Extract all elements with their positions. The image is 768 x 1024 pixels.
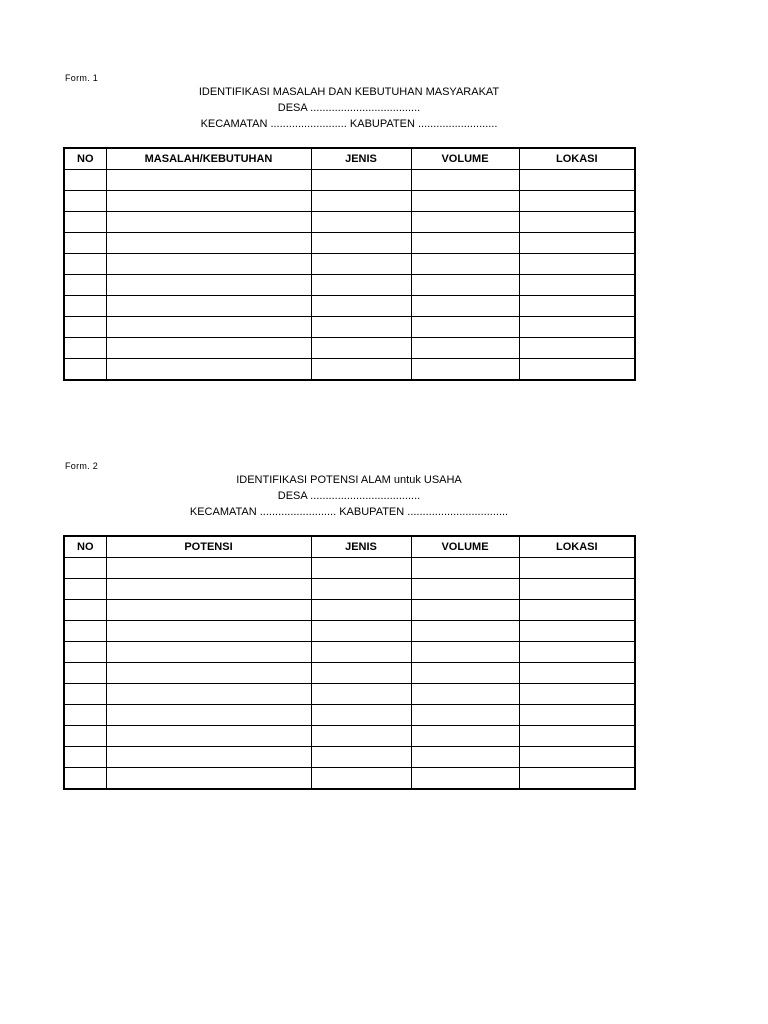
form2-cell-col1 — [106, 663, 311, 684]
table-row — [64, 254, 635, 275]
form2-cell-volume — [411, 768, 519, 790]
form2-cell-jenis — [311, 684, 411, 705]
form1-cell-col1 — [106, 296, 311, 317]
form1-cell-col1 — [106, 254, 311, 275]
form2-cell-lokasi — [519, 747, 635, 768]
form1-cell-col1 — [106, 317, 311, 338]
form1-cell-col1 — [106, 233, 311, 254]
form2-header-potensi: POTENSI — [106, 536, 311, 558]
form1-cell-lokasi — [519, 233, 635, 254]
form2-cell-no — [64, 621, 106, 642]
table-row — [64, 212, 635, 233]
form1-cell-col1 — [106, 170, 311, 191]
form1-header-lokasi: LOKASI — [519, 148, 635, 170]
form1-cell-no — [64, 233, 106, 254]
form2-cell-col1 — [106, 747, 311, 768]
form1-cell-no — [64, 317, 106, 338]
table-row — [64, 191, 635, 212]
form1-cell-lokasi — [519, 359, 635, 381]
form2-title: IDENTIFIKASI POTENSI ALAM untuk USAHA — [236, 474, 462, 486]
form1-header-jenis: JENIS — [311, 148, 411, 170]
form2-cell-lokasi — [519, 663, 635, 684]
form1-header-masalah: MASALAH/KEBUTUHAN — [106, 148, 311, 170]
form2-cell-no — [64, 768, 106, 790]
form2-header-volume: VOLUME — [411, 536, 519, 558]
form2-cell-no — [64, 600, 106, 621]
form2-cell-col1 — [106, 705, 311, 726]
form2-cell-lokasi — [519, 726, 635, 747]
form1-header-no: NO — [64, 148, 106, 170]
form1-cell-lokasi — [519, 275, 635, 296]
form1-cell-col1 — [106, 359, 311, 381]
table-row — [64, 684, 635, 705]
form1-cell-jenis — [311, 275, 411, 296]
form2-cell-no — [64, 642, 106, 663]
table-row — [64, 579, 635, 600]
form2-cell-lokasi — [519, 558, 635, 579]
form1-cell-jenis — [311, 233, 411, 254]
form2-body — [64, 558, 635, 790]
table-row — [64, 296, 635, 317]
form1-cell-no — [64, 191, 106, 212]
form1-cell-volume — [411, 296, 519, 317]
form1-label: Form. 1 — [65, 73, 99, 83]
form1-cell-jenis — [311, 254, 411, 275]
form1-cell-no — [64, 212, 106, 233]
form2-cell-col1 — [106, 768, 311, 790]
form2-cell-volume — [411, 726, 519, 747]
form2-cell-col1 — [106, 600, 311, 621]
form2-cell-col1 — [106, 642, 311, 663]
form1-cell-col1 — [106, 275, 311, 296]
form1-cell-col1 — [106, 212, 311, 233]
form1-cell-no — [64, 254, 106, 275]
form1-cell-volume — [411, 212, 519, 233]
table-row — [64, 621, 635, 642]
form1-cell-jenis — [311, 317, 411, 338]
form1-header-row — [64, 148, 635, 170]
form2-cell-jenis — [311, 579, 411, 600]
form1-cell-volume — [411, 317, 519, 338]
form2-cell-jenis — [311, 663, 411, 684]
form2-table — [63, 535, 636, 790]
form2-cell-no — [64, 705, 106, 726]
form1-cell-col1 — [106, 191, 311, 212]
table-row — [64, 170, 635, 191]
form1-table — [63, 147, 636, 381]
form2-cell-volume — [411, 579, 519, 600]
form1-cell-volume — [411, 254, 519, 275]
form1-cell-lokasi — [519, 296, 635, 317]
form1-desa-line: DESA .................................... — [277, 102, 421, 114]
form2-cell-jenis — [311, 726, 411, 747]
form2-cell-col1 — [106, 579, 311, 600]
form1-cell-col1 — [106, 338, 311, 359]
form2-cell-lokasi — [519, 579, 635, 600]
form2-cell-jenis — [311, 600, 411, 621]
form2-cell-no — [64, 579, 106, 600]
form1-body — [64, 170, 635, 381]
form2-cell-volume — [411, 558, 519, 579]
form2-cell-volume — [411, 600, 519, 621]
form1-cell-jenis — [311, 338, 411, 359]
form2-cell-col1 — [106, 684, 311, 705]
table-row — [64, 317, 635, 338]
form2-cell-jenis — [311, 768, 411, 790]
table-row — [64, 600, 635, 621]
form2-cell-jenis — [311, 642, 411, 663]
table-row — [64, 726, 635, 747]
form2-cell-jenis — [311, 558, 411, 579]
form1-cell-lokasi — [519, 317, 635, 338]
form1-cell-lokasi — [519, 212, 635, 233]
form2-cell-volume — [411, 747, 519, 768]
form2-cell-no — [64, 726, 106, 747]
form1-cell-no — [64, 338, 106, 359]
form2-desa-line: DESA .................................... — [277, 490, 421, 502]
form2-cell-lokasi — [519, 705, 635, 726]
form1-cell-volume — [411, 338, 519, 359]
form1-cell-lokasi — [519, 170, 635, 191]
table-row — [64, 768, 635, 790]
form1-title: IDENTIFIKASI MASALAH DAN KEBUTUHAN MASYARAKAT — [198, 86, 500, 98]
form1-cell-volume — [411, 191, 519, 212]
form2-cell-no — [64, 684, 106, 705]
form2-cell-lokasi — [519, 600, 635, 621]
form1-header-volume: VOLUME — [411, 148, 519, 170]
form1-cell-volume — [411, 170, 519, 191]
form1-cell-jenis — [311, 359, 411, 381]
form2-cell-volume — [411, 621, 519, 642]
form2-kecamatan-line: KECAMATAN ......................... KABUPATEN ................................. — [189, 506, 509, 518]
form2-header-row — [64, 536, 635, 558]
table-row — [64, 338, 635, 359]
form1-cell-lokasi — [519, 338, 635, 359]
form2-cell-no — [64, 747, 106, 768]
form1-cell-volume — [411, 359, 519, 381]
form1-cell-jenis — [311, 170, 411, 191]
form1-cell-volume — [411, 233, 519, 254]
form2-cell-jenis — [311, 747, 411, 768]
form2-cell-jenis — [311, 705, 411, 726]
table-row — [64, 275, 635, 296]
form2-cell-volume — [411, 705, 519, 726]
form2-cell-no — [64, 663, 106, 684]
form1-cell-no — [64, 275, 106, 296]
form2-cell-volume — [411, 642, 519, 663]
form1-cell-lokasi — [519, 191, 635, 212]
form1-cell-jenis — [311, 296, 411, 317]
table-row — [64, 747, 635, 768]
table-row — [64, 663, 635, 684]
form2-cell-volume — [411, 684, 519, 705]
form1-cell-jenis — [311, 212, 411, 233]
form2-cell-lokasi — [519, 621, 635, 642]
table-row — [64, 233, 635, 254]
form1-cell-no — [64, 359, 106, 381]
form2-cell-lokasi — [519, 684, 635, 705]
form1-cell-lokasi — [519, 254, 635, 275]
form2-header-jenis: JENIS — [311, 536, 411, 558]
form2-cell-lokasi — [519, 768, 635, 790]
form1-cell-volume — [411, 275, 519, 296]
form2-header-no: NO — [64, 536, 106, 558]
table-row — [64, 359, 635, 381]
form1-kecamatan-line: KECAMATAN ......................... KABUPATEN .......................... — [200, 118, 498, 130]
form1-cell-jenis — [311, 191, 411, 212]
table-row — [64, 558, 635, 579]
table-row — [64, 705, 635, 726]
form2-label: Form. 2 — [65, 461, 99, 471]
form1-cell-no — [64, 296, 106, 317]
form2-header-lokasi: LOKASI — [519, 536, 635, 558]
form2-cell-no — [64, 558, 106, 579]
form2-cell-col1 — [106, 558, 311, 579]
table-row — [64, 642, 635, 663]
form2-cell-volume — [411, 663, 519, 684]
form2-cell-lokasi — [519, 642, 635, 663]
form2-cell-jenis — [311, 621, 411, 642]
form1-cell-no — [64, 170, 106, 191]
form2-cell-col1 — [106, 726, 311, 747]
form2-cell-col1 — [106, 621, 311, 642]
